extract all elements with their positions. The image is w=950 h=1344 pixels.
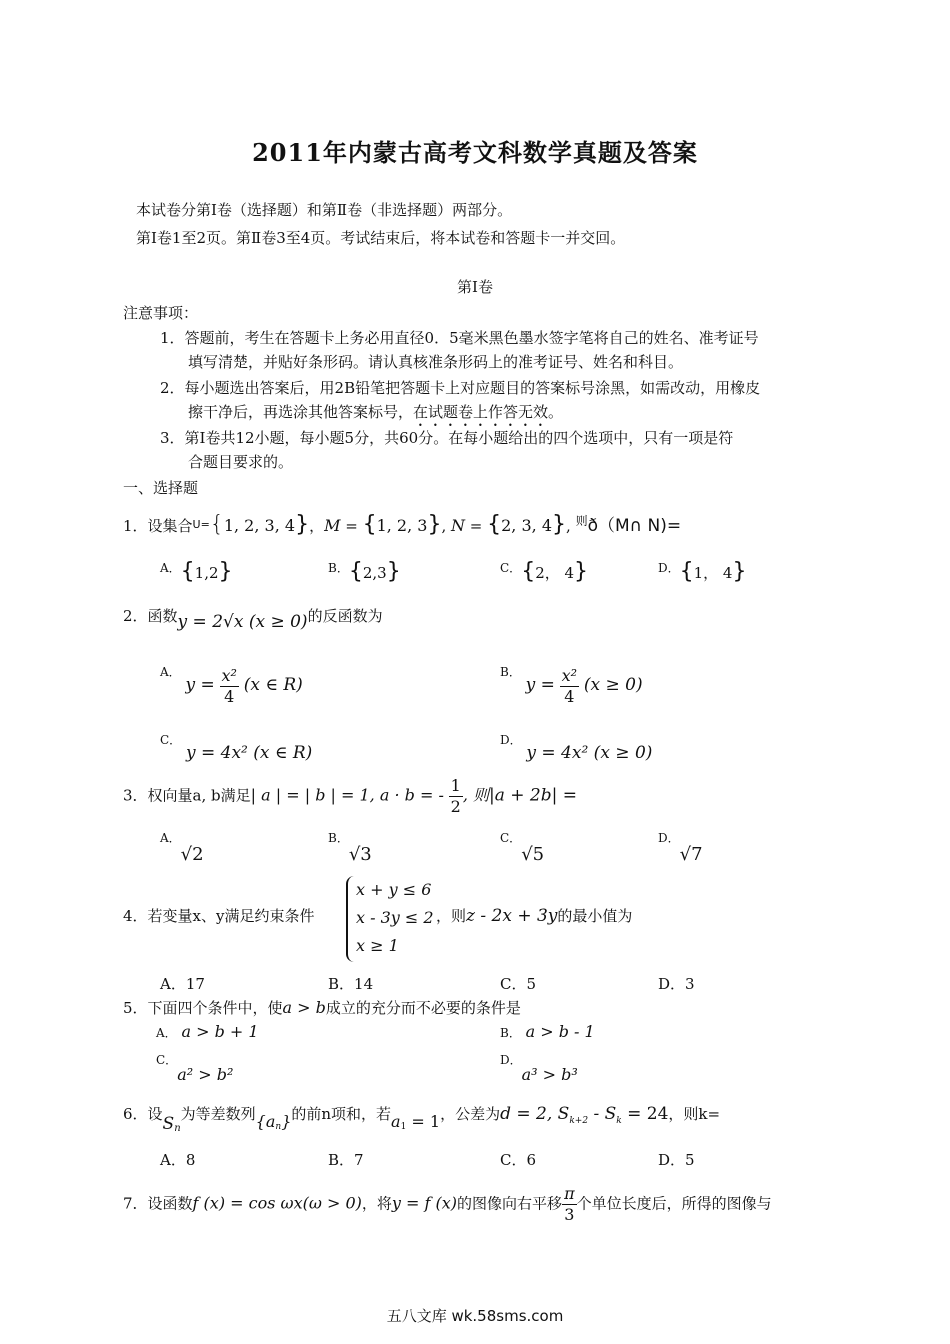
q1-option-a: $^{A.}${1,2}	[160, 559, 233, 584]
intro-line-1: 本试卷分第Ⅰ卷（选择题）和第Ⅱ卷（非选择题）两部分。	[136, 201, 513, 219]
q5-option-a: A． a > b + 1	[156, 1022, 259, 1041]
notice-1-line-2: 填写清楚，并贴好条形码。请认真核准条形码上的准考证号、姓名和科目。	[188, 353, 684, 371]
question-4-lead: 4．若变量x、y满足约束条件	[123, 907, 315, 925]
part-title: 一、选择题	[123, 479, 199, 497]
q5-option-d: $^{D.}$a³ > b³	[500, 1053, 578, 1084]
q4-option-c: C．5	[500, 975, 537, 993]
q2-option-d: $^{D.}$ y = 4x² (x ≥ 0)	[500, 733, 653, 763]
footer-watermark: 五八文库 wk.58sms.com	[386, 1307, 564, 1325]
q6-option-b: B．7	[328, 1151, 364, 1169]
question-7: 7．设函数f (x) = cos ωx(ω > 0)，将y = f (x)的图像向右平移 $\frac{\pi}{3}$ 个单位长度后，所得的图像与	[123, 1184, 772, 1224]
constraint-2: x - 3y ≤ 2	[356, 908, 434, 927]
q3-option-d: $^{D.}$√7	[658, 831, 703, 865]
emphasis-text: 在试题卷上作答无效	[413, 403, 549, 421]
section-title: 第Ⅰ卷	[457, 278, 493, 296]
q1-option-c: $^{C.}${2， 4}	[500, 559, 589, 584]
page-title: 2011年内蒙古高考文科数学真题及答案	[252, 138, 698, 167]
q3-option-c: $^{C.}$√5	[500, 831, 545, 865]
q6-option-c: C．6	[500, 1151, 537, 1169]
q1-option-d: $^{D.}${1， 4}	[658, 559, 747, 584]
q4-option-b: B．14	[328, 975, 374, 993]
q3-option-a: $^{A.}$√2	[160, 831, 204, 865]
constraint-3: x ≥ 1	[356, 936, 399, 955]
q6-option-a: A．8	[160, 1151, 196, 1169]
q5-option-c: $^{C.}$a² > b²	[156, 1053, 234, 1084]
q2-option-a: $^{A.}$ y = $\frac{\text{x²}}{4}$ (x ∈ R)	[160, 665, 303, 706]
question-5: 5．下面四个条件中，使a > b成立的充分而不必要的条件是	[123, 998, 521, 1017]
constraint-1: x + y ≤ 6	[356, 880, 432, 899]
notice-2-line-2: 擦干净后，再选涂其他答案标号，在试题卷上作答无效。	[188, 403, 564, 421]
q4-option-d: D．3	[658, 975, 695, 993]
q2-option-c: $^{C.}$ y = 4x² (x ∈ R)	[160, 733, 313, 763]
q5-option-b: B． a > b - 1	[500, 1022, 595, 1041]
question-1: 1．设集合$^{U=}${1, 2, 3, 4}，M = {1, 2, 3}, N = {2, 3, 4}, $^则$ð（M∩ N)=	[123, 512, 682, 537]
question-6: 6．设$S_n$为等差数列$\{a_n\}$的前n项和，若$a_1 = 1$，公差为d = 2, $S_{k+2} - S_k = 24$，则k=	[123, 1104, 721, 1134]
notice-1-line-1: 1．答题前，考生在答题卡上务必用直径0．5毫米黑色墨水签字笔将自己的姓名、准考证号	[160, 329, 759, 347]
q2-option-b: $^{B.}$ y = $\frac{\text{x²}}{4}$ (x ≥ 0)	[500, 665, 643, 706]
q1-option-b: $^{B.}${2,3}	[328, 559, 401, 584]
question-2: 2．函数y = 2√x (x ≥ 0)的反函数为	[123, 607, 383, 632]
notice-title: 注意事项：	[123, 304, 199, 322]
intro-line-2: 第Ⅰ卷1至2页。第Ⅱ卷3至4页。考试结束后，将本试卷和答题卡一并交回。	[136, 229, 626, 247]
q6-option-d: D．5	[658, 1151, 695, 1169]
notice-3-line-2: 合题目要求的。	[188, 453, 294, 471]
q4-option-a: A．17	[160, 975, 205, 993]
notice-2-line-1: 2．每小题选出答案后，用2B铅笔把答题卡上对应题目的答案标号涂黑，如需改动，用橡皮	[160, 379, 761, 397]
q3-option-b: $^{B.}$√3	[328, 831, 372, 865]
notice-3-line-1: 3．第Ⅰ卷共12小题，每小题5分，共60分。在每小题给出的四个选项中，只有一项是符	[160, 429, 734, 447]
question-3: 3．权向量a, b满足| a | = | b | = 1, a · b = - $\frac{1}{2}$ , 则|a + 2b| =	[123, 776, 578, 816]
question-4-tail: ，则z - 2x + 3y的最小值为	[436, 906, 633, 926]
